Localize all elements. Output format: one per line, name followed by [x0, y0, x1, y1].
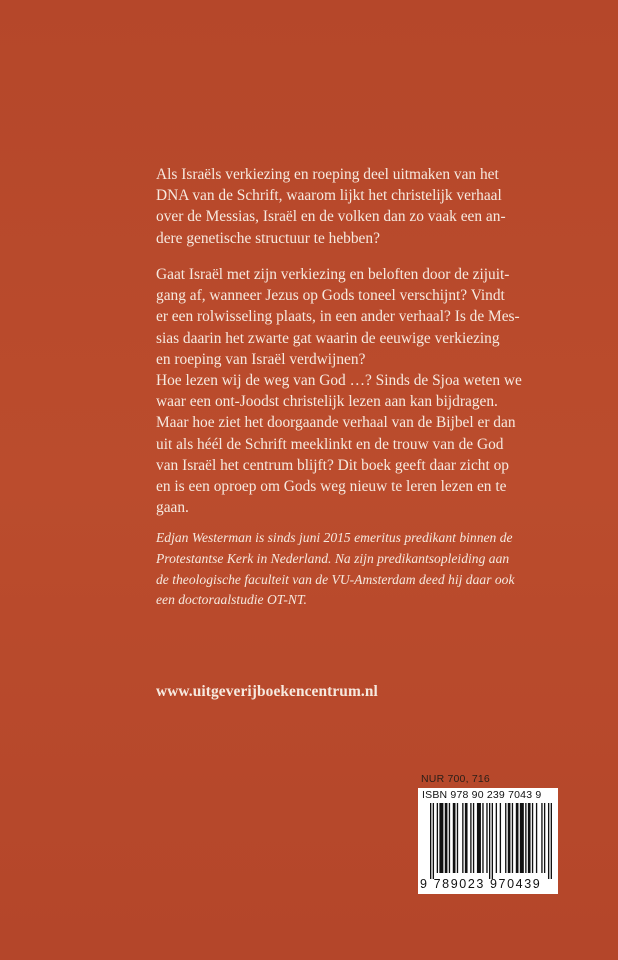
barcode-bar — [449, 803, 450, 873]
blurb-paragraph-1: Als Israëls verkiezing en roeping deel uitmaken van het DNA van de Schrift, waarom lijkt het christelijk verhaal over de Messias, Israël en de volken dan zo vaak een an- dere genetische structuur te hebben? — [156, 166, 506, 247]
barcode-bar — [457, 803, 458, 873]
barcode-bar — [492, 803, 493, 879]
barcode-bar — [548, 803, 549, 879]
barcode-label — [418, 788, 558, 894]
barcode-bar — [482, 803, 483, 873]
barcode-bar — [465, 803, 468, 873]
barcode-bar — [453, 803, 456, 873]
barcode-bar — [437, 803, 438, 873]
isbn-number: ISBN 978 90 239 7043 9 — [422, 789, 542, 801]
barcode-bar — [508, 803, 511, 873]
nur-code: NUR 700, 716 — [421, 773, 490, 785]
barcode-bar — [445, 803, 448, 873]
barcode-bar — [551, 803, 552, 879]
publisher-website: www.uitgeverijboekencentrum.nl — [156, 683, 378, 700]
barcode-bar — [470, 803, 471, 873]
barcode-bar — [544, 803, 545, 873]
barcode-bar — [433, 803, 434, 879]
barcode-bar — [486, 803, 487, 873]
barcode-bar — [500, 803, 501, 873]
barcode-bar — [516, 803, 519, 873]
blurb-paragraph-2: Gaat Israël met zijn verkiezing en beloften door de zijuit- gang af, wanneer Jezus op Gods toneel verschijnt? Vindt er een rolwisseling plaats, in een ander verhaal? Is de Mes- sias daarin het zwarte gat waarin de eeuwige verkiezing en roeping van Israël verdwijnen? — [156, 266, 520, 368]
barcode-bar — [512, 803, 513, 873]
barcode-bar — [489, 803, 490, 879]
barcode-bar — [496, 803, 497, 873]
ean-digits: 9 789023 970439 — [420, 877, 542, 891]
barcode-bar — [541, 803, 542, 873]
barcode-bar — [430, 803, 431, 879]
barcode-bar — [473, 803, 474, 873]
blurb-paragraph-3: Hoe lezen wij de weg van God …? Sinds de Sjoa weten we waar een ont-Joodst christelijk lezen aan kan bijdragen. Maar hoe ziet het doorgaande verhaal van de Bijbel er dan uit als héél de Schrift meeklinkt en de trouw van de God van Israël het centrum blijft? Dit boek geeft daar zicht op en is een oproep om Gods weg nieuw te leren lezen en te gaan. — [156, 372, 522, 517]
barcode-bar — [532, 803, 533, 873]
barcode-bar — [439, 803, 443, 873]
barcode-bar — [525, 803, 526, 873]
barcode-bar — [528, 803, 531, 873]
barcode-bar — [536, 803, 537, 873]
author-bio: Edjan Westerman is sinds juni 2015 emeritus predikant binnen de Protestantse Kerk in Nederland. Na zijn predikantsopleiding aan de theologische faculteit van de VU-Amsterdam deed hij daar ook een doctoraalstudie OT-NT. — [156, 530, 515, 608]
barcode-bar — [520, 803, 524, 873]
barcode-bar — [462, 803, 463, 873]
barcode-bar — [477, 803, 481, 873]
barcode-bar — [505, 803, 506, 873]
barcode-bars — [430, 803, 552, 879]
